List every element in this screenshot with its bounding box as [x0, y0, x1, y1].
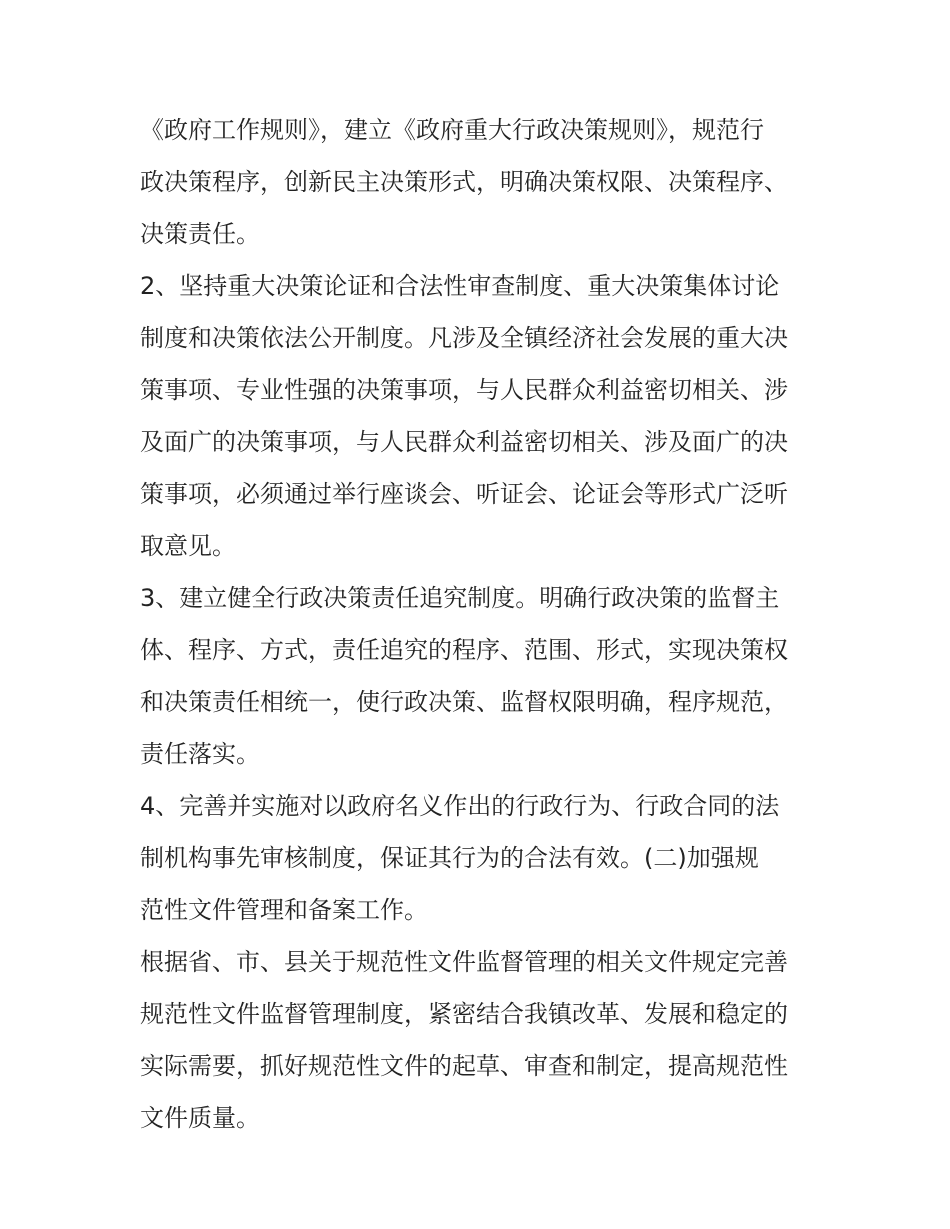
text-line: 3、建立健全行政决策责任追究制度。明确行政决策的监督主 — [140, 584, 780, 612]
text-line: 体、程序、方式，责任追究的程序、范围、形式，实现决策权 — [140, 636, 788, 664]
text-line: 根据省、市、县关于规范性文件监督管理的相关文件规定完善 — [140, 948, 788, 976]
text-line: 实际需要，抓好规范性文件的起草、审查和制定，提高规范性 — [140, 1052, 788, 1080]
text-line: 规范性文件监督管理制度，紧密结合我镇改革、发展和稳定的 — [140, 1000, 788, 1028]
text-line: 策事项、专业性强的决策事项，与人民群众利益密切相关、涉 — [140, 376, 788, 404]
text-line: 取意见。 — [140, 532, 236, 560]
paragraph-1 — [140, 104, 820, 260]
paragraph-2 — [140, 260, 820, 572]
text-line: 和决策责任相统一，使行政决策、监督权限明确，程序规范， — [140, 688, 788, 716]
text-line: 策事项，必须通过举行座谈会、听证会、论证会等形式广泛听 — [140, 480, 788, 508]
paragraph-3 — [140, 572, 820, 780]
paragraph-4 — [140, 780, 820, 936]
text-line: 2、坚持重大决策论证和合法性审查制度、重大决策集体讨论 — [140, 272, 780, 300]
text-line: 4、完善并实施对以政府名义作出的行政行为、行政合同的法 — [140, 792, 780, 820]
text-line: 责任落实。 — [140, 740, 260, 768]
text-line: 及面广的决策事项，与人民群众利益密切相关、涉及面广的决 — [140, 428, 788, 456]
text-line: 政决策程序，创新民主决策形式，明确决策权限、决策程序、 — [140, 168, 788, 196]
paragraph-5 — [140, 936, 820, 1144]
text-line: 制度和决策依法公开制度。凡涉及全镇经济社会发展的重大决 — [140, 324, 788, 352]
text-line: 范性文件管理和备案工作。 — [140, 896, 428, 924]
text-line: 决策责任。 — [140, 220, 260, 248]
text-line: 《政府工作规则》，建立《政府重大行政决策规则》，规范行 — [140, 116, 764, 144]
document-body — [140, 104, 820, 1144]
text-line: 文件质量。 — [140, 1104, 260, 1132]
text-line: 制机构事先审核制度，保证其行为的合法有效。(二)加强规 — [140, 844, 759, 872]
